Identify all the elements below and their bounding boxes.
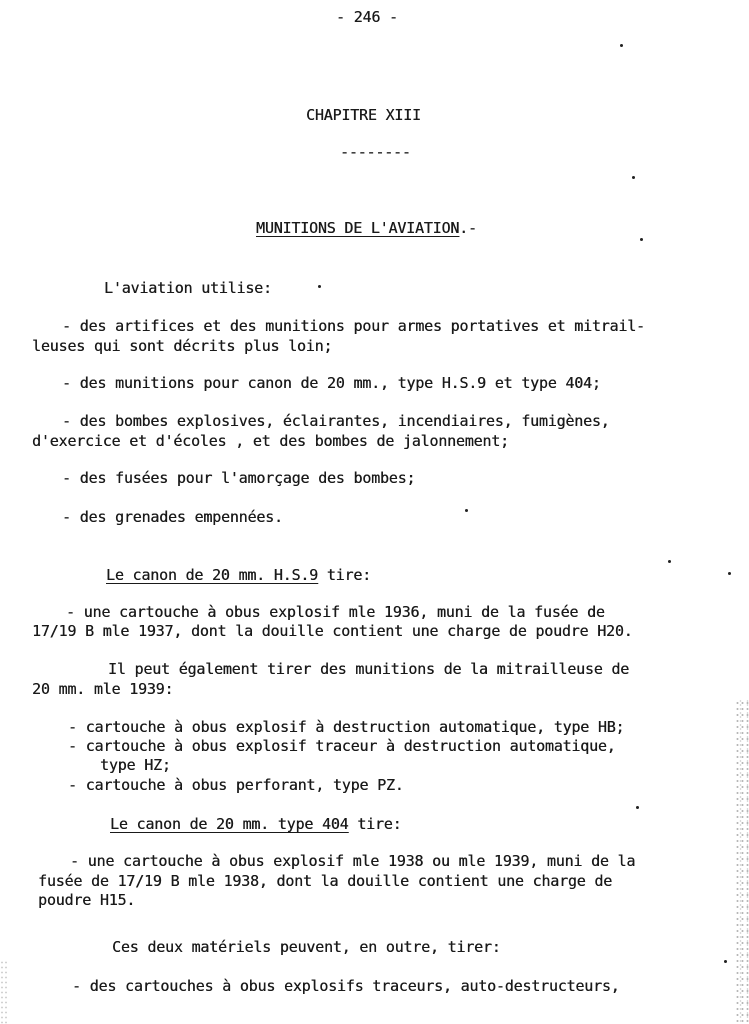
t404-heading xyxy=(110,815,401,833)
scan-edge-noise xyxy=(735,700,749,1024)
page-number: - 246 - xyxy=(336,8,398,26)
t404-line-2: fusée de 17/19 B mle 1938, dont la douille contient une charge de xyxy=(38,872,612,890)
hs9-heading xyxy=(106,566,371,584)
speck-4 xyxy=(465,509,468,512)
intro-line: L'aviation utilise: xyxy=(104,279,272,297)
section-title-text: MUNITIONS DE L'AVIATION xyxy=(256,219,460,237)
speck-3 xyxy=(318,285,321,288)
section-title-suffix: .- xyxy=(459,219,477,237)
hs9-item-1: - cartouche à obus explosif à destruction automatique, type HB; xyxy=(68,718,625,736)
hs9-cartridge-line-2: 17/19 B mle 1937, dont la douille contient une charge de poudre H20. xyxy=(32,622,633,640)
hs9-cartridge-line-1: - une cartouche à obus explosif mle 1936, muni de la fusée de xyxy=(66,603,605,621)
speck-1 xyxy=(620,44,623,47)
hs9-item-2: - cartouche à obus explosif traceur à destruction automatique, xyxy=(68,737,616,755)
speck-6 xyxy=(728,572,731,575)
t404-line-3: poudre H15. xyxy=(38,891,136,909)
use-item-3-line-1: - des bombes explosives, éclairantes, incendiaires, fumigènes, xyxy=(62,412,610,430)
hs9-heading-text: Le canon de 20 mm. H.S.9 xyxy=(106,566,318,584)
speck-8 xyxy=(724,960,727,963)
both-item: - des cartouches à obus explosifs traceurs, auto-destructeurs, xyxy=(72,977,620,995)
hs9-also-line-2: 20 mm. mle 1939: xyxy=(32,680,174,698)
section-title xyxy=(256,219,477,237)
t404-heading-text: Le canon de 20 mm. type 404 xyxy=(110,815,349,833)
chapter-title: CHAPITRE XIII xyxy=(306,106,421,124)
speck-7 xyxy=(636,806,639,809)
use-item-4: - des fusées pour l'amorçage des bombes; xyxy=(62,469,416,487)
chapter-rule: -------- xyxy=(340,143,411,161)
hs9-heading-suffix: tire: xyxy=(317,566,371,584)
use-item-1-line-2: leuses qui sont décrits plus loin; xyxy=(32,337,333,355)
use-item-1-line-1: - des artifices et des munitions pour armes portatives et mitrail- xyxy=(62,317,645,335)
hs9-item-3: - cartouche à obus perforant, type PZ. xyxy=(68,776,404,794)
use-item-3-line-2: d'exercice et d'écoles , et des bombes de jalonnement; xyxy=(32,432,509,450)
use-item-5: - des grenades empennées. xyxy=(62,508,283,526)
speck-5 xyxy=(668,560,671,563)
speck-9 xyxy=(640,238,643,241)
hs9-item-2-cont: type HZ; xyxy=(100,756,171,774)
use-item-2: - des munitions pour canon de 20 mm., type H.S.9 et type 404; xyxy=(62,374,601,392)
speck-2 xyxy=(632,176,635,179)
both-line: Ces deux matériels peuvent, en outre, tirer: xyxy=(112,938,501,956)
t404-heading-suffix: tire: xyxy=(348,815,402,833)
t404-line-1: - une cartouche à obus explosif mle 1938 ou mle 1939, muni de la xyxy=(70,852,636,870)
scan-edge-noise-left xyxy=(0,960,8,1024)
hs9-also-line-1: Il peut également tirer des munitions de la mitrailleuse de xyxy=(108,660,630,678)
